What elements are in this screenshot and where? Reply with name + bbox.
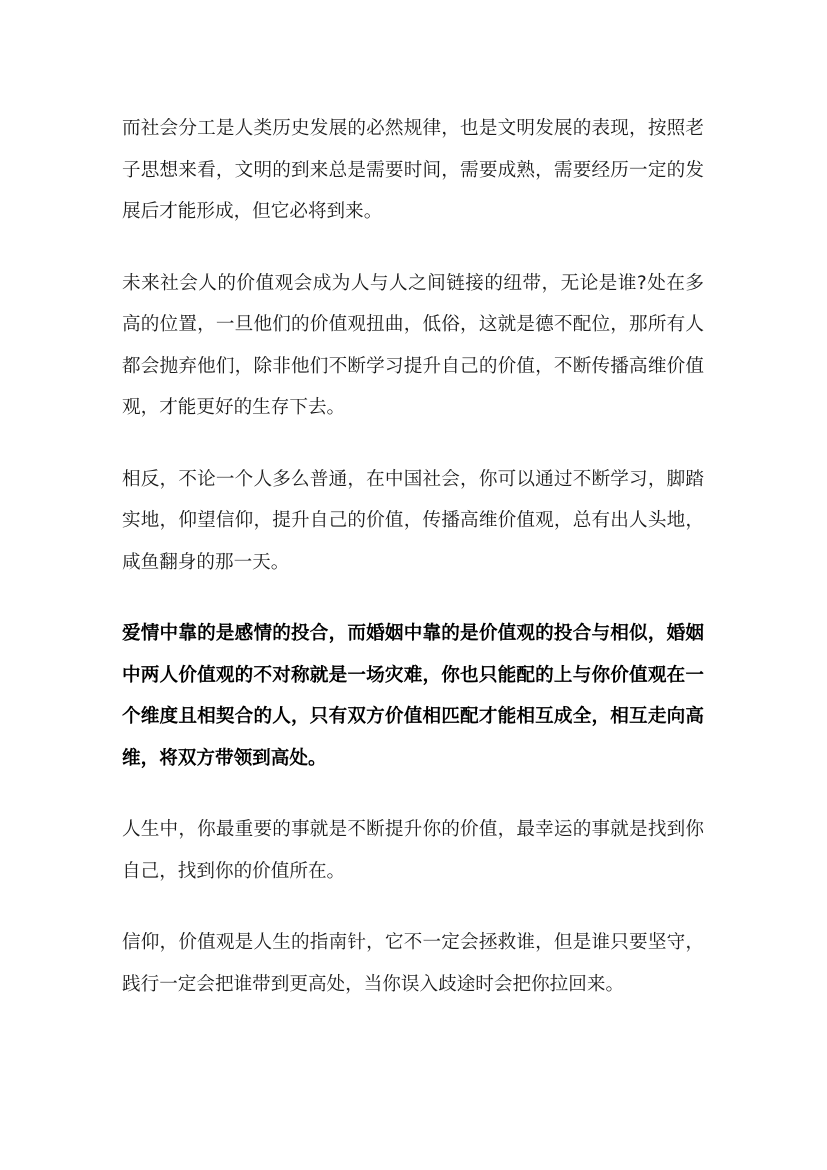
paragraph-1: 而社会分工是人类历史发展的必然规律，也是文明发展的表现，按照老子思想来看，文明的到来总是需要时间，需要成熟，需要经历一定的发展后才能形成，但它必将到来。 <box>122 118 704 222</box>
paragraph-5: 人生中，你最重要的事就是不断提升你的价值，最幸运的事就是找到你自己，找到你的价值所在。 <box>122 819 704 882</box>
paragraph-4-bold: 爱情中靠的是感情的投合，而婚姻中靠的是价值观的投合与相似，婚姻中两人价值观的不对称就是一场灾难，你也只能配的上与你价值观在一个维度且相契合的人，只有双方价值相匹配才能相互成全，相互走向高维，将双方带领到高处。 <box>122 623 704 769</box>
paragraph-3: 相反，不论一个人多么普通，在中国社会，你可以通过不断学习，脚踏实地，仰望信仰，提升自己的价值，传播高维价值观，总有出人头地，咸鱼翻身的那一天。 <box>122 468 704 573</box>
paragraph-6: 信仰，价值观是人生的指南针，它不一定会拯救谁，但是谁只要坚守，践行一定会把谁带到更高处，当你误入歧途时会把你拉回来。 <box>122 932 704 995</box>
paragraph-2: 未来社会人的价值观会成为人与人之间链接的纽带，无论是谁?处在多高的位置，一旦他们的价值观扭曲，低俗，这就是德不配位，那所有人都会抛弃他们，除非他们不断学习提升自己的价值，不断传播高维价值观，才能更好的生存下去。 <box>122 272 704 418</box>
document-body <box>122 108 704 1035</box>
